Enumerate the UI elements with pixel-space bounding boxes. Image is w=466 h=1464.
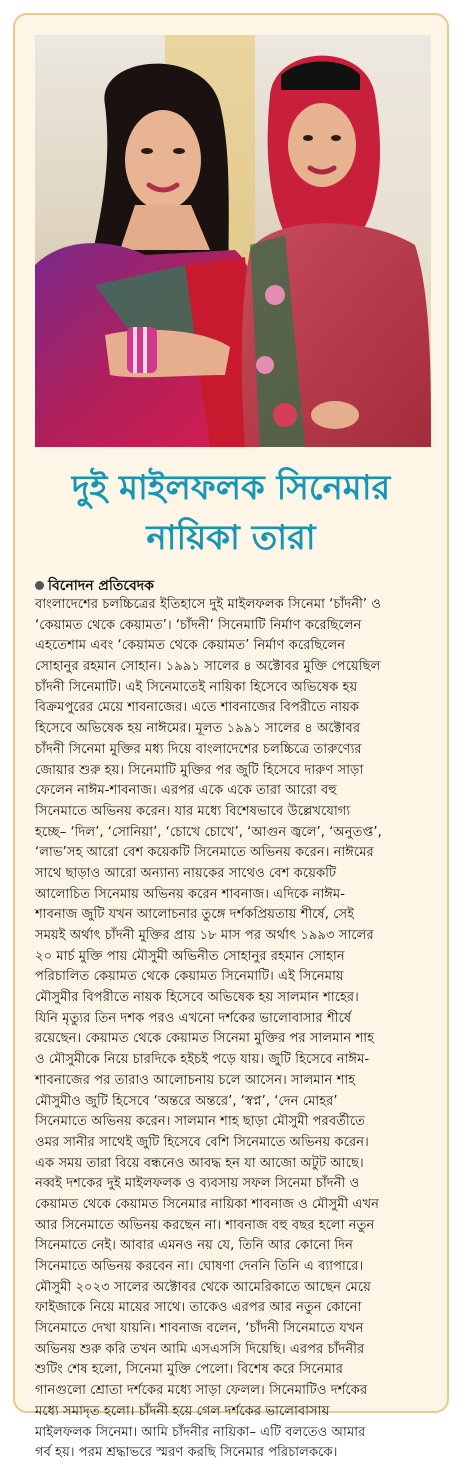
body-line: গানগুলো শ্রোতা দর্শকের মধ্যে সাড়া ফেলল। সিনেমাটিও দর্শকের <box>35 1383 368 1399</box>
body-line: অভিনয় শুরু করি তখন আমি এসএসসি দিয়েছি। এরপর চাঁদনীর <box>35 1341 365 1357</box>
body-line: জোয়ার শুরু হয়। সিনেমাটি মুক্তির পর জুটি হিসেবে দারুণ সাড়া <box>35 762 364 778</box>
byline <box>35 577 154 595</box>
body-line: শুটিং শেষ হলো, সিনেমা মুক্তি পেলো। বিশেষ করে সিনেমার <box>35 1362 344 1378</box>
body-line: পরিচালিত কেয়ামত থেকে কেয়ামত সিনেমাটি। এই সিনেমায় <box>35 969 344 985</box>
body-line: ফেলেন নাঈম-শাবনাজ। এরপর একে একে তারা আরো বহু <box>35 783 337 799</box>
body-line: এক সময় তারা বিয়ে বন্ধনেও আবদ্ধ হন যা আজো অটুট আছে। <box>35 1155 364 1171</box>
body-line: যিনি মৃত্যুর তিন দশক পরও এখনো দর্শকের ভালোবাসার শীর্ষে <box>35 1010 352 1026</box>
body-line: হিসেবে অভিষেক হয় নাঈমের। মূলত ১৯৯১ সালের ৪ অক্টোবর <box>35 721 361 737</box>
body-line: ও মৌসুমীকে নিয়ে চারদিকে হইচই পড়ে যায়। জুটি হিসেবে নাঈম- <box>35 1052 370 1068</box>
headline-line-1: দুই মাইলফলক সিনেমার <box>71 468 391 508</box>
headline <box>15 463 447 563</box>
body-line: শাবনাজ জুটি যখন আলোচনার তুঙ্গে দর্শকপ্রিয়তায় শীর্ষে, সেই <box>35 907 355 923</box>
body-line: মধ্যে সমাদৃত হলো। চাঁদনী হয়ে গেল দর্শকের ভালোবাসায় <box>35 1403 330 1419</box>
body-line: সাথে ছাড়াও আরো অন্যান্য নায়কের সাথেও বেশ কয়েকটি <box>35 865 337 881</box>
body-line: সময়ই অর্থাৎ চাঁদনী মুক্তির প্রায় ১৮ মাস পর অর্থাৎ ১৯৯৩ সালের <box>35 928 374 943</box>
article-body <box>35 595 433 1464</box>
body-line: সিনেমাতে অভিনয় করেন। যার মধ্যে বিশেষভাবে উল্লেখযোগ্য <box>35 803 351 819</box>
body-line: এহতেশাম এবং ‘কেয়ামত থেকে কেয়ামত’ নির্মাণ করেছিলেন <box>35 638 346 654</box>
headline-line-2: নায়িকা তারা <box>146 518 316 558</box>
body-line: ওমর সানীর সাথেই জুটি হিসেবে বেশি সিনেমাতে অভিনয় করেন। <box>35 1134 369 1150</box>
body-line: ‘কেয়ামত থেকে কেয়ামত’। ‘চাঁদনী’ সিনেমাটি নির্মাণ করেছিলেন <box>35 617 362 633</box>
body-line: চাঁদনী সিনেমাটি। এই সিনেমাতেই নায়িকা হিসেবে অভিষেক হয় <box>35 679 358 695</box>
body-line: হচ্ছে– ‘দিল’, ‘সোনিয়া’, ‘চোখে চোখে’, ‘আগুন জ্বলে’, ‘অনুতপ্ত’, <box>35 824 382 840</box>
body-line: ‘লাভ’সহ আরো বেশ কয়েকটি সিনেমাতে অভিনয় করেন। নাঈমের <box>35 845 374 861</box>
body-line: চাঁদনী সিনেমা মুক্তির মধ্য দিয়ে বাংলাদেশের চলচ্চিত্রে তারুণ্যের <box>35 741 362 757</box>
body-line: সিনেমাতে অভিনয় করেন। সালমান শাহ ছাড়া মৌসুমী পরবর্তীতে <box>35 1114 366 1130</box>
body-line: সিনেমাতে নেই। আবার এমনও নয় যে, তিনি আর কোনো দিন <box>35 1238 353 1254</box>
body-line: শাবনাজের পর তারাও আলোচনায় চলে আসেন। সালমান শাহ <box>35 1072 356 1088</box>
body-line: গর্ব হয়। পরম শ্রদ্ধাভরে স্মরণ করছি সিনেমার পরিচালককে। <box>35 1445 338 1461</box>
body-line: সিনেমাতে দেখা যায়নি। শাবনাজ বলেন, ‘চাঁদনী সিনেমাতে যখন <box>35 1321 364 1337</box>
body-line: কেয়ামত থেকে কেয়ামত সিনেমার নায়িকা শাবনাজ ও মৌসুমী এখন <box>35 1196 380 1212</box>
article-panel <box>13 13 449 1461</box>
photo-illustration <box>35 35 431 447</box>
body-line: আলোচিত সিনেমায় অভিনয় করেন শাবনাজ। এদিকে নাঈম- <box>35 886 345 902</box>
body-line: মৌসুমীও জুটি হিসেবে ‘অন্তরে অন্তরে’, ‘স্বপ্ন’, ‘দেন মোহর’ <box>35 1093 338 1109</box>
body-line: সোহানুর রহমান সোহান। ১৯৯১ সালের ৪ অক্টোবর মুক্তি পেয়েছিল <box>35 659 381 675</box>
body-line: মাইলফলক সিনেমা। আমি চাঁদনীর নায়িকা– এটি বলতেও আমার <box>35 1424 366 1440</box>
bullet-icon <box>35 581 44 590</box>
body-line: বাংলাদেশের চলচ্চিত্রের ইতিহাসে দুই মাইলফলক সিনেমা ‘চাঁদনী’ ও <box>35 597 381 612</box>
body-line: মৌসুমী ২০২৩ সালের অক্টোবর থেকে আমেরিকাতে আছেন মেয়ে <box>35 1279 371 1295</box>
body-line: ২০ মার্চ মুক্তি পায় মৌসুমী অভিনীত সোহানুর রহমান সোহান <box>35 948 345 964</box>
body-line: ফাইজাকে নিয়ে মায়ের সাথে। তাকেও এরপর আর নতুন কোনো <box>35 1300 362 1316</box>
body-line: আর সিনেমাতে অভিনয় করছেন না। শাবনাজ বহু বছর হলো নতুন <box>35 1217 375 1233</box>
body-line: নব্বই দশকের দুই মাইলফলক ও ব্যবসায় সফল সিনেমা চাঁদনী ও <box>35 1176 360 1192</box>
byline-text: বিনোদন প্রতিবেদক <box>48 578 154 594</box>
body-line: বিক্রমপুরের মেয়ে শাবনাজের। এতে শাবনাজের বিপরীতে নায়ক <box>35 700 360 716</box>
body-line: মৌসুমীর বিপরীতে নায়ক হিসেবে অভিষেক হয় সালমান শাহের। <box>35 990 359 1006</box>
body-line: সিনেমাতে অভিনয় করবেন না। ঘোষণা দেননি তিনি এ ব্যাপারে। <box>35 1259 364 1274</box>
article-photo <box>35 35 431 447</box>
body-line: রয়েছেন। কেয়ামত থেকে কেয়ামত সিনেমা মুক্তির পর সালমান শাহ <box>35 1031 375 1047</box>
